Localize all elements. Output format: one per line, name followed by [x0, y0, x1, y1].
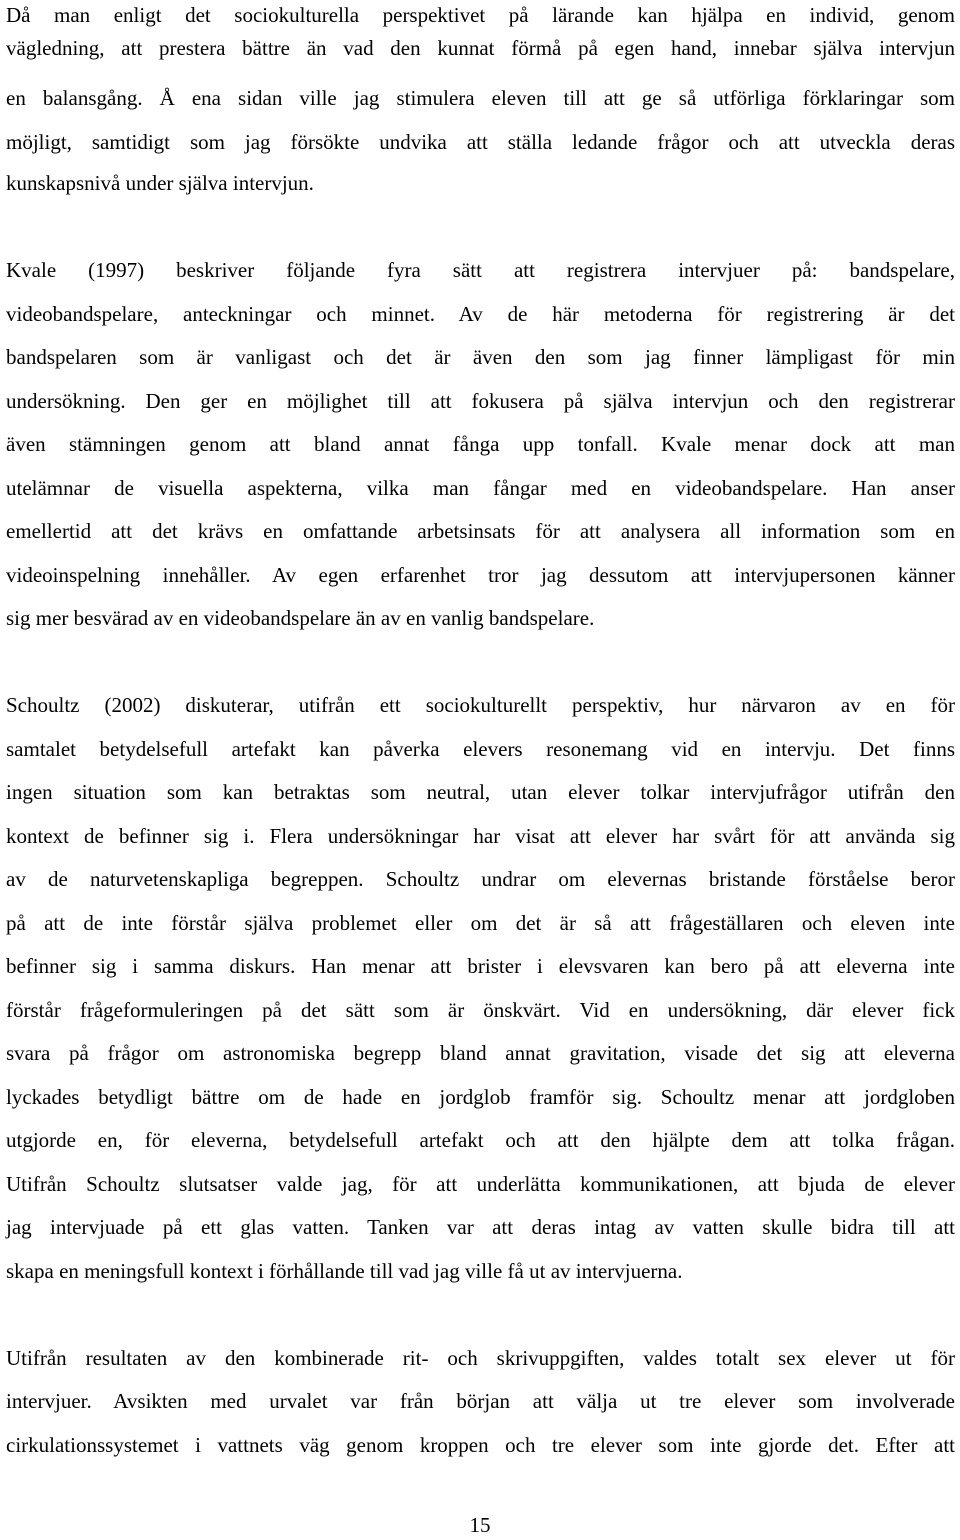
text-line: intervjuer. Avsikten med urvalet var från början att välja ut tre elever som involverade [6, 1389, 955, 1413]
text-line: möjligt, samtidigt som jag försökte undvika att ställa ledande frågor och att utveckla deras [6, 130, 955, 154]
text-line: svara på frågor om astronomiska begrepp bland annat gravitation, visade det sig att eleverna [6, 1041, 955, 1065]
text-line: cirkulationssystemet i vattnets väg genom kroppen och tre elever som inte gjorde det. Efter att [6, 1433, 955, 1457]
text-line: Utifrån resultaten av den kombinerade rit- och skrivuppgiften, valdes totalt sex elever ut för [6, 1346, 955, 1370]
text-line: utgjorde en, för eleverna, betydelsefull artefakt och att den hjälpte dem att tolka frågan. [6, 1128, 955, 1152]
text-line: lyckades betydligt bättre om de hade en jordglob framför sig. Schoultz menar att jordgloben [6, 1085, 955, 1109]
text-line: även stämningen genom att bland annat fånga upp tonfall. Kvale menar dock att man [6, 432, 955, 456]
text-line: på att de inte förstår själva problemet eller om det är så att frågeställaren och eleven inte [6, 911, 955, 935]
text-line: bandspelaren som är vanligast och det är även den som jag finner lämpligast för min [6, 345, 955, 369]
text-line: kontext de befinner sig i. Flera undersökningar har visat att elever har svårt för att använda sig [6, 824, 955, 848]
text-line: förstår frågeformuleringen på det sätt som är önskvärt. Vid en undersökning, där elever fick [6, 998, 955, 1022]
text-line: ingen situation som kan betraktas som neutral, utan elever tolkar intervjufrågor utifrån den [6, 780, 955, 804]
text-line: vägledning, att prestera bättre än vad den kunnat förmå på egen hand, innebar själva intervjun [6, 36, 955, 60]
text-line: sig mer besvärad av en videobandspelare än av en vanlig bandspelare. [6, 606, 595, 630]
text-line: undersökning. Den ger en möjlighet till att fokusera på själva intervjun och den registrerar [6, 389, 955, 413]
text-line: Då man enligt det sociokulturella perspektivet på lärande kan hjälpa en individ, genom [6, 3, 955, 27]
text-line: jag intervjuade på ett glas vatten. Tanken var att deras intag av vatten skulle bidra till att [6, 1215, 955, 1239]
text-line: Schoultz (2002) diskuterar, utifrån ett sociokulturellt perspektiv, hur närvaron av en för [6, 693, 955, 717]
text-line: befinner sig i samma diskurs. Han menar att brister i elevsvaren kan bero på att eleverna inte [6, 954, 955, 978]
text-line: skapa en meningsfull kontext i förhållande till vad jag ville få ut av intervjuerna. [6, 1259, 683, 1283]
text-line: en balansgång. Å ena sidan ville jag stimulera eleven till att ge så utförliga förklaringar som [6, 86, 955, 110]
text-line: kunskapsnivå under själva intervjun. [6, 171, 314, 195]
text-line: samtalet betydelsefull artefakt kan påverka elevers resonemang vid en intervju. Det finns [6, 737, 955, 761]
page-number: 15 [469, 1513, 491, 1537]
text-line: videoinspelning innehåller. Av egen erfarenhet tror jag dessutom att intervjupersonen känner [6, 563, 955, 587]
text-line: videobandspelare, anteckningar och minnet. Av de här metoderna för registrering är det [6, 302, 955, 326]
text-line: utelämnar de visuella aspekterna, vilka man fångar med en videobandspelare. Han anser [6, 476, 955, 500]
text-line: Utifrån Schoultz slutsatser valde jag, för att underlätta kommunikationen, att bjuda de elever [6, 1172, 955, 1196]
text-line: emellertid att det krävs en omfattande arbetsinsats för att analysera all information som en [6, 519, 955, 543]
text-line: av de naturvetenskapliga begreppen. Schoultz undrar om elevernas bristande förståelse beror [6, 867, 955, 891]
text-line: Kvale (1997) beskriver följande fyra sätt att registrera intervjuer på: bandspelare, [6, 258, 955, 282]
